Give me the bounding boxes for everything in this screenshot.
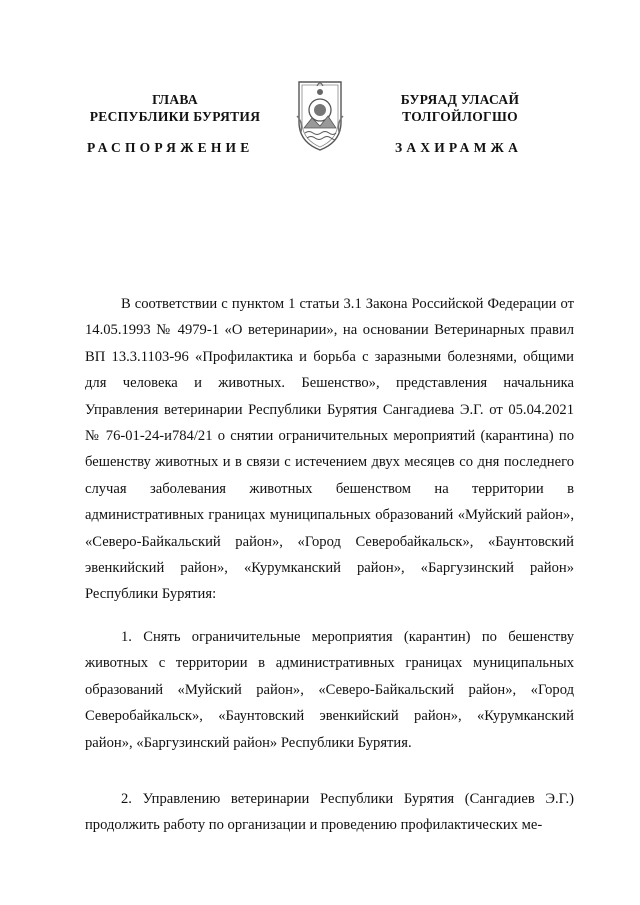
- item-1-paragraph: [85, 624, 574, 756]
- item-2-text: 2. Управлению ветеринарии Республики Бурятия (Сангадиев Э.Г.) продолжить работу по организации и проведению профилактических ме-: [85, 791, 574, 834]
- document-type-bua: ЗАХИРАМЖА: [395, 140, 523, 155]
- header-right: [360, 91, 560, 125]
- header-right-line1: БУРЯАД УЛАСАЙ: [400, 92, 520, 107]
- coat-of-arms-icon: [295, 72, 345, 152]
- header-left-line2: РЕСПУБЛИКИ БУРЯТИЯ: [89, 109, 261, 124]
- header-left: [80, 91, 270, 125]
- item-1-text: 1. Снять ограничительные мероприятия (карантин) по бешенству животных с территории в административных границах муниципальных образований «Муйский район», «Северо-Байкальский район», «Город Северобайкальск», «Баунтовский эвенкийский район», «Курумканский район», «Баргузинский район» Республики Бурятия.: [85, 629, 574, 751]
- header-right-line2: ТОЛГОЙЛОГШО: [402, 109, 518, 124]
- header-left-line1: ГЛАВА: [152, 92, 198, 107]
- item-2-paragraph: [85, 786, 574, 839]
- preamble-text: В соответствии с пунктом 1 статьи 3.1 Закона Российской Федерации от 14.05.1993 № 4979-1 «О ветеринарии», на основании Ветеринарных правил ВП 13.3.1103-96 «Профилактика и борьба с заразными болезнями, общими для человека и животных. Бешенство», представления начальника Управления ветеринарии Республики Бурятия Сангадиева Э.Г. от 05.04.2021 № 76-01-24-и784/21 о снятии ограничительных мероприятий (карантина) по бешенству животных и в связи с истечением двух месяцев со дня последнего случая заболевания животных бешенством на территории в административных границах муниципальных образований «Муйский район», «Северо-Байкальский район», «Город Северобайкальск», «Баунтовский эвенкийский район», «Курумканский район», «Баргузинский район» Республики Бурятия:: [85, 296, 574, 603]
- preamble-paragraph: [85, 291, 574, 608]
- document-type-ru: РАСПОРЯЖЕНИЕ: [87, 140, 254, 155]
